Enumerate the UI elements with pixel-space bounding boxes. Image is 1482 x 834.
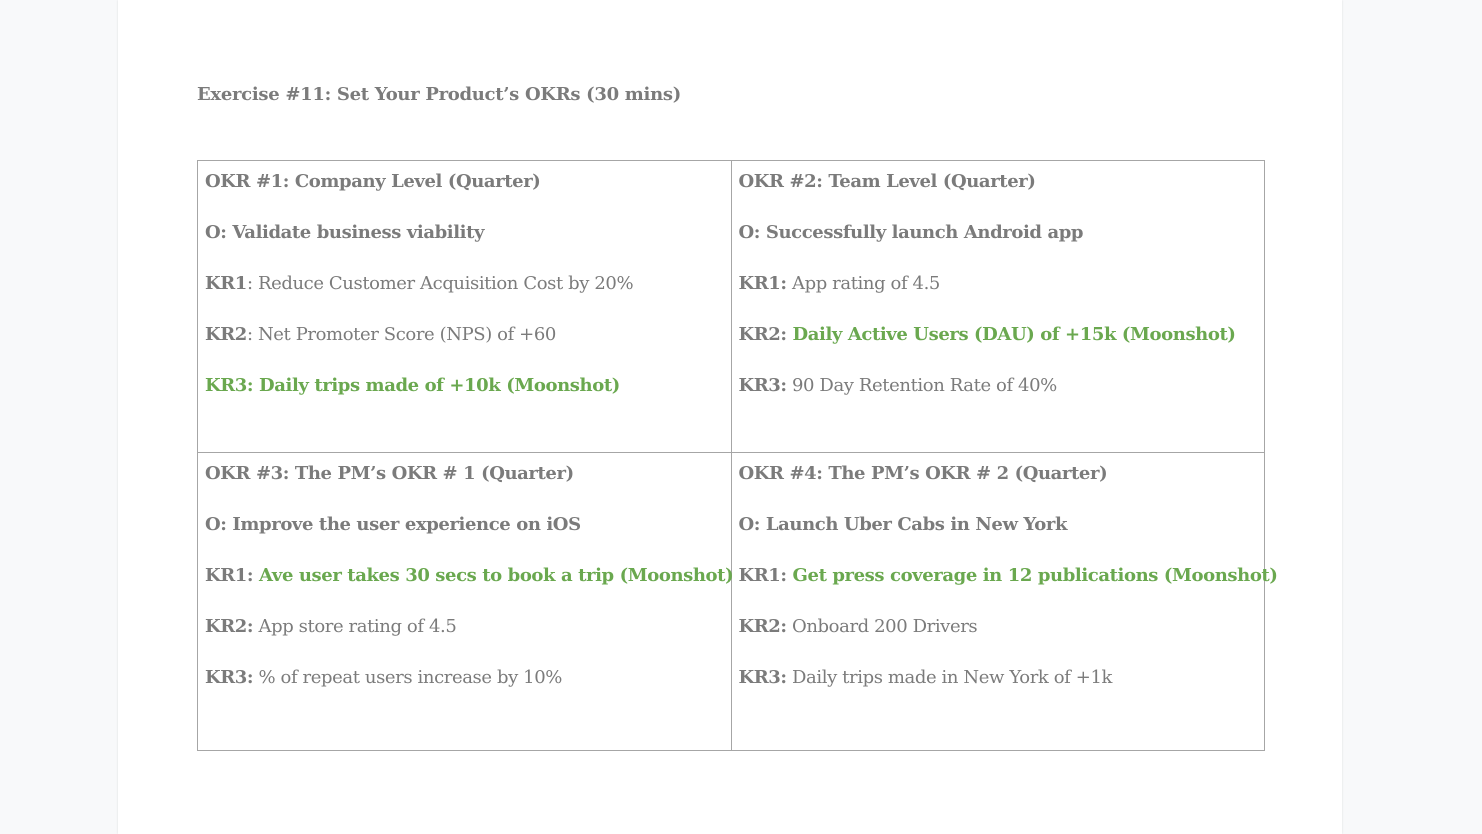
key-result-3 (205, 665, 724, 691)
kr-text: Daily Active Users (DAU) of +15k (Moonshot) (786, 324, 1236, 345)
kr-label: KR1 (205, 273, 247, 294)
kr-label: KR2 (205, 324, 247, 345)
table-row (198, 453, 1265, 751)
kr-label: KR1: (205, 565, 254, 586)
okr-objective: O: Successfully launch Android app (738, 222, 1084, 243)
okr-cell-3 (198, 453, 732, 751)
okr-cell-2 (731, 161, 1265, 453)
okr-cell-1 (198, 161, 732, 453)
key-result-2 (205, 614, 724, 640)
kr-text: Net Promoter Score (NPS) of +60 (257, 324, 556, 345)
okr-cell-4 (731, 453, 1278, 751)
key-result-2 (739, 614, 1258, 640)
key-result-3 (739, 665, 1258, 691)
okr-objective: O: Validate business viability (205, 222, 485, 243)
okr-objective: O: Improve the user experience on iOS (205, 514, 581, 535)
okr-objective: O: Launch Uber Cabs in New York (738, 514, 1068, 535)
kr-label: KR3: (205, 667, 254, 688)
exercise-title: Exercise #11: Set Your Product’s OKRs (30 mins) (197, 84, 681, 105)
kr-label: KR1: (738, 273, 787, 294)
kr-text: Onboard 200 Drivers (786, 616, 978, 637)
okr-heading: OKR #4: The PM’s OKR # 2 (Quarter) (738, 463, 1108, 484)
key-result-1-moonshot (205, 563, 734, 589)
key-result-1-moonshot (738, 563, 1278, 589)
kr-label: KR3: (205, 375, 254, 396)
key-result-2-moonshot (739, 322, 1258, 348)
kr-text: Daily trips made in New York of +1k (786, 667, 1113, 688)
okr-heading: OKR #1: Company Level (Quarter) (205, 171, 541, 192)
kr-text: App store rating of 4.5 (253, 616, 457, 637)
kr-text: Get press coverage in 12 publications (Moonshot) (786, 565, 1278, 586)
kr-label: KR3: (738, 375, 787, 396)
kr-label: KR1: (738, 565, 787, 586)
key-result-3 (739, 373, 1258, 399)
table-row (198, 161, 1265, 453)
key-result-1 (205, 271, 724, 297)
kr-text: 90 Day Retention Rate of 40% (786, 375, 1057, 396)
kr-separator: : (246, 273, 258, 294)
kr-text: Ave user takes 30 secs to book a trip (Moonshot) (253, 565, 734, 586)
key-result-3-moonshot (205, 373, 724, 399)
kr-separator: : (246, 324, 258, 345)
kr-text: Reduce Customer Acquisition Cost by 20% (257, 273, 634, 294)
okr-heading: OKR #2: Team Level (Quarter) (738, 171, 1036, 192)
document-page (118, 0, 1342, 834)
kr-label: KR2: (738, 616, 787, 637)
kr-label: KR2: (738, 324, 787, 345)
kr-label: KR3: (738, 667, 787, 688)
okr-table (197, 160, 1278, 751)
kr-label: KR2: (205, 616, 254, 637)
kr-text: Daily trips made of +10k (Moonshot) (253, 375, 620, 396)
key-result-1 (739, 271, 1258, 297)
kr-text: % of repeat users increase by 10% (253, 667, 562, 688)
okr-heading: OKR #3: The PM’s OKR # 1 (Quarter) (205, 463, 574, 484)
key-result-2 (205, 322, 724, 348)
kr-text: App rating of 4.5 (786, 273, 940, 294)
